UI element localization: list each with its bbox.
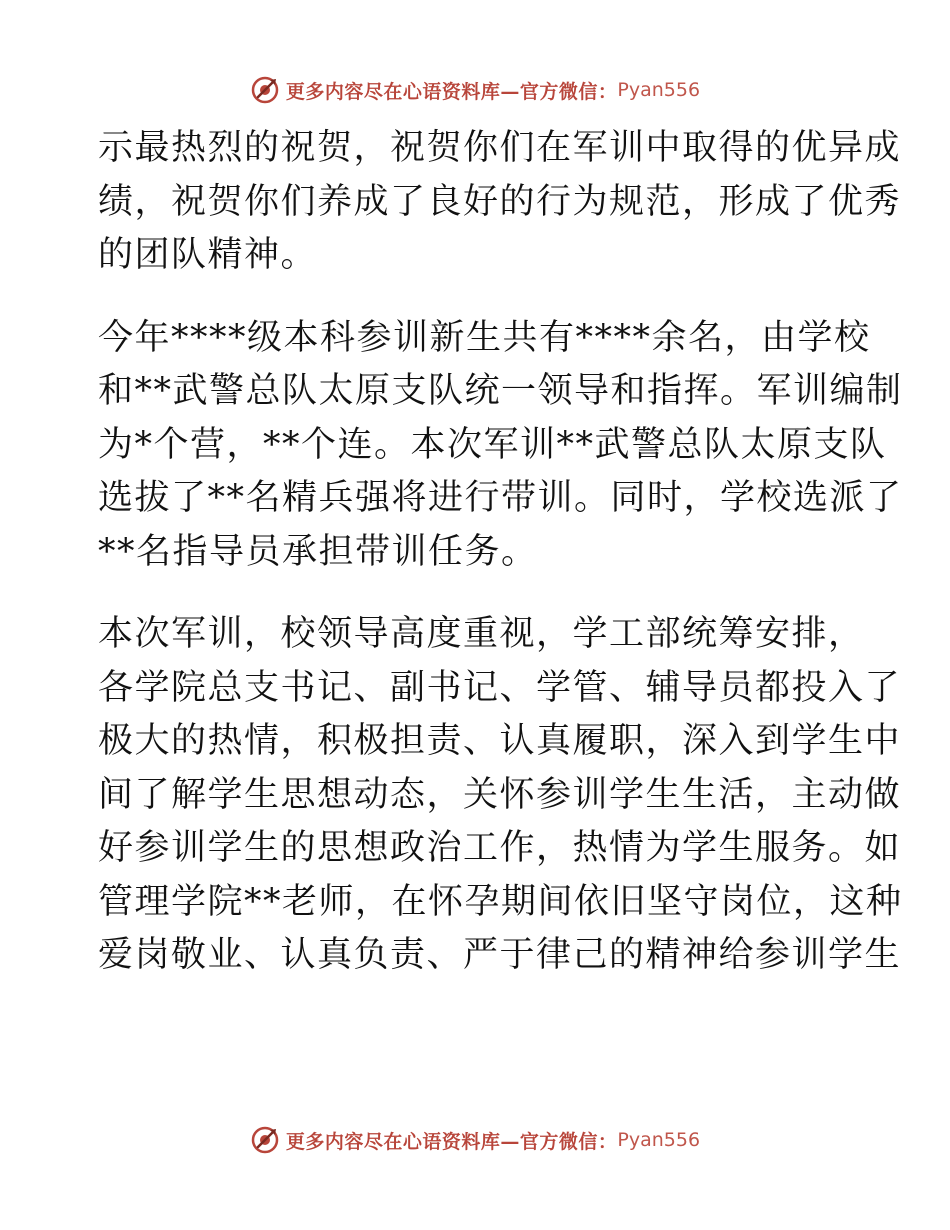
text-line: 选拔了**名精兵强将进行带训。同时，学校选派了: [98, 478, 903, 518]
wechat-id: Pyan556: [617, 1129, 701, 1151]
text-line: 极大的热情，积极担责、认真履职，深入到学生中: [98, 721, 902, 761]
text-line: **名指导员承担带训任务。: [98, 531, 538, 572]
paragraph-2: [98, 312, 903, 580]
text-line: 为*个营，**个连。本次军训**武警总队太原支队: [98, 424, 887, 465]
text-line: 和**武警总队太原支队统一领导和指挥。军训编制: [98, 371, 903, 411]
paragraph-3: [98, 608, 903, 983]
text-line: 爱岗敬业、认真负责、严于律己的精神给参训学生: [98, 935, 902, 975]
text-line: 绩，祝贺你们养成了良好的行为规范，形成了优秀: [98, 181, 902, 222]
text-line: 各学院总支书记、副书记、学管、辅导员都投入了: [98, 667, 902, 708]
paragraph-1: [98, 122, 902, 283]
footer-banner: [0, 1120, 950, 1160]
text-line: 间了解学生思想动态，关怀参训学生生活，主动做: [98, 774, 902, 815]
quill-seal-icon: [250, 1125, 280, 1155]
banner-text: 更多内容尽在心语资料库—官方微信：: [285, 1130, 618, 1153]
text-line: 的团队精神。: [98, 235, 318, 275]
document-body: [98, 122, 903, 983]
text-line: 管理学院**老师，在怀孕期间依旧坚守岗位，这种: [98, 881, 903, 922]
wechat-id: Pyan556: [617, 79, 701, 101]
text-line: 今年****级本科参训新生共有****余名，由学校: [98, 317, 871, 358]
banner-text: 更多内容尽在心语资料库—官方微信：: [285, 80, 618, 103]
text-line: 示最热烈的祝贺，祝贺你们在军训中取得的优异成: [98, 128, 902, 168]
quill-seal-icon: [250, 75, 280, 105]
text-line: 好参训学生的思想政治工作，热情为学生服务。如: [98, 828, 902, 868]
header-banner: [0, 70, 950, 110]
text-line: 本次军训，校领导高度重视，学工部统筹安排，: [98, 614, 865, 654]
